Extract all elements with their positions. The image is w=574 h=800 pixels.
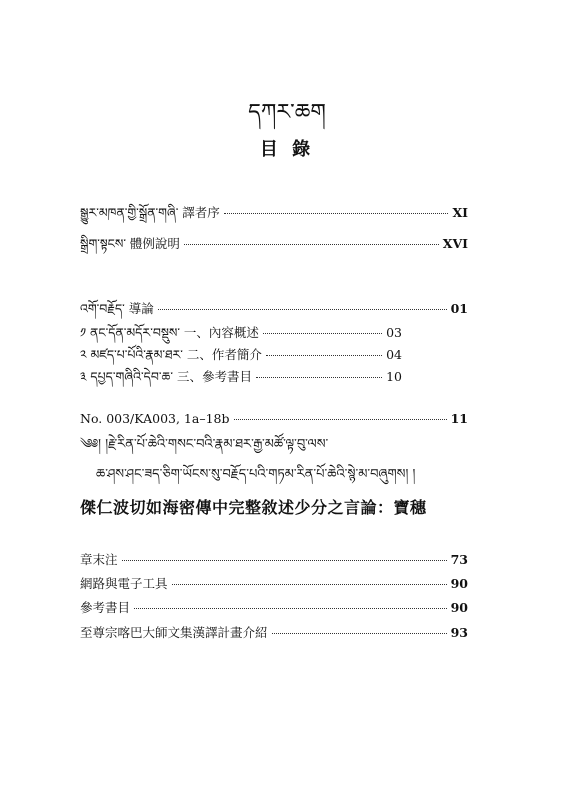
toc-entry-translator-preface[interactable] — [80, 205, 468, 221]
toc-subentry-label: ༡ ནང་དོན་མདོར་བསྡུས་ 一、內容概述 — [80, 325, 259, 340]
toc-entry-page: 93 — [450, 625, 468, 640]
toc-entry-online-tools[interactable] — [80, 576, 468, 592]
toc-subentry-label: ༣ དཔྱད་གཞིའི་དེབ་ཆ་ 三、參考書目 — [80, 369, 252, 384]
toc-entry-label: 參考書目 — [80, 600, 131, 615]
tibetan-title-line-2: ཆ་ཤས་ཤང་ཟད་ཅིག་ཡོངས་སུ་བརྗོད་པའི་གཏམ་རིན་པོ་ཆེའི་སྙེ་མ་བཞུགས། ། — [96, 467, 416, 482]
toc-entry-conventions[interactable] — [80, 236, 468, 252]
dot-leader — [224, 213, 449, 214]
toc-entry-label: སྒྱུར་མཁན་གྱི་སྒྲོན་གཞི་ 譯者序 — [80, 205, 220, 220]
dot-leader — [266, 355, 382, 356]
toc-subentry-author-bio[interactable] — [80, 347, 402, 363]
dot-leader — [256, 377, 382, 378]
toc-entry-label: No. 003/KA003, 1a–18b — [80, 411, 230, 426]
toc-entry-page: XI — [452, 205, 468, 220]
dot-leader — [184, 244, 439, 245]
dot-leader — [134, 608, 447, 609]
toc-subentry-page: 04 — [386, 347, 402, 362]
dot-leader — [234, 419, 447, 420]
page-title-chinese: 目 錄 — [259, 139, 315, 160]
toc-entry-page: 73 — [450, 552, 468, 567]
toc-entry-page: XVI — [442, 236, 468, 251]
toc-subentry-page: 10 — [386, 369, 402, 384]
toc-subentry-bibliography[interactable] — [80, 369, 402, 385]
toc-subentry-page: 03 — [386, 325, 402, 340]
toc-entry-introduction[interactable] — [80, 301, 468, 317]
dot-leader — [263, 333, 382, 334]
toc-entry-page: 11 — [450, 411, 468, 426]
toc-entry-page: 90 — [450, 600, 468, 615]
toc-entry-label: འགོ་བརྗོད་ 導論 — [80, 301, 154, 316]
dot-leader — [122, 560, 447, 561]
toc-entry-translation-project[interactable] — [80, 625, 468, 641]
toc-subentry-label: ༢ མཛད་པ་པོའི་རྣམ་ཐར་ 二、作者簡介 — [80, 347, 262, 362]
toc-entry-endnotes[interactable] — [80, 552, 468, 568]
toc-entry-references[interactable] — [80, 600, 468, 616]
page-title-tibetan: དཀར་ཆག — [248, 100, 326, 125]
toc-entry-text[interactable] — [80, 411, 468, 427]
dot-leader — [158, 309, 447, 310]
toc-subentry-content-overview[interactable] — [80, 325, 402, 341]
toc-entry-page: 90 — [450, 576, 468, 591]
toc-entry-label: 網路與電子工具 — [80, 576, 168, 591]
toc-entry-label: 章末注 — [80, 552, 118, 567]
toc-entry-label: སྒྲིག་སྟངས་ 體例說明 — [80, 236, 180, 251]
tibetan-title-line-1: ༄༅། །རྗེ་རིན་པོ་ཆེའི་གསང་བའི་རྣམ་ཐར་རྒྱ་མཚོ་ལྟ་བུ་ལས་ — [80, 437, 329, 452]
toc-entry-page: 01 — [450, 301, 468, 316]
toc-entry-label: 至尊宗喀巴大師文集漢譯計畫介紹 — [80, 625, 268, 640]
chinese-text-title: 傑仁波切如海密傳中完整敘述少分之言論：寶穗 — [80, 498, 427, 517]
dot-leader — [272, 633, 447, 634]
dot-leader — [172, 584, 447, 585]
